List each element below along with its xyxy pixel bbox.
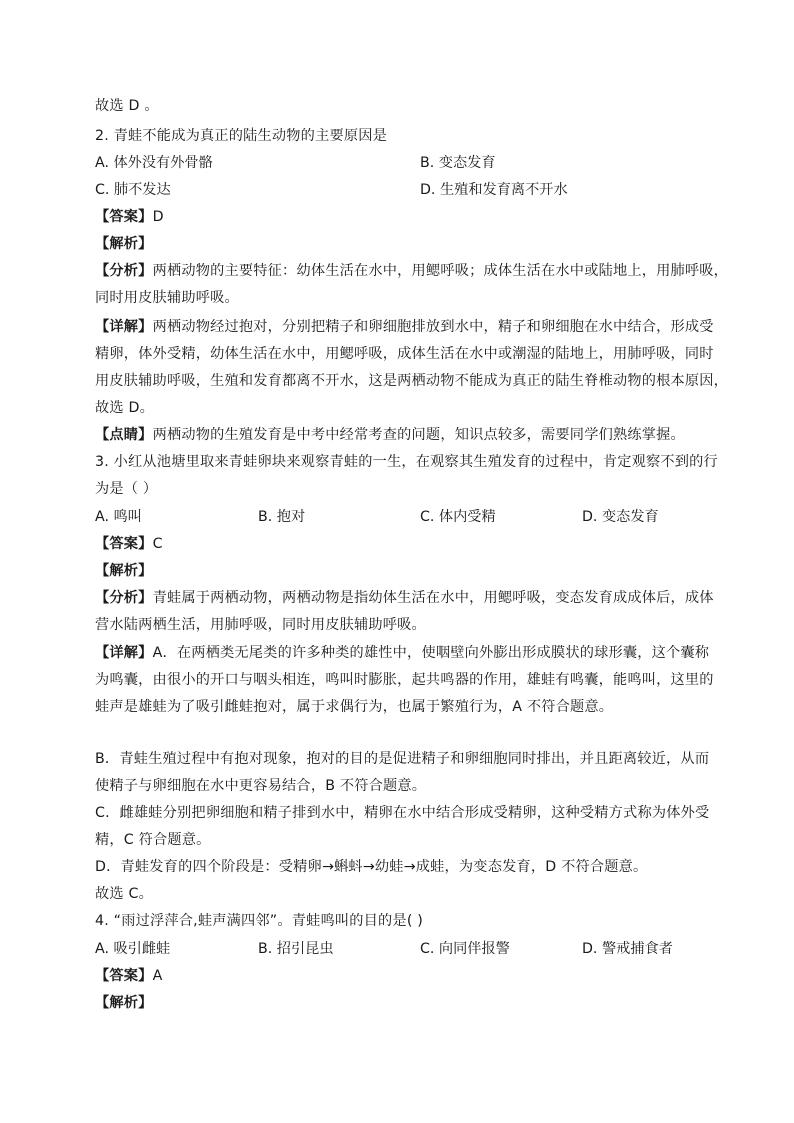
dianjing-tag: 【点睛】 <box>95 427 153 443</box>
q3-option-a: A. 鸣叫 <box>95 509 142 525</box>
q2-analysis-heading: 【解析】 <box>95 236 153 252</box>
previous-answer-conclusion: 故选 D 。 <box>95 98 159 114</box>
q2-option-d: D. 生殖和发育离不开水 <box>420 182 568 198</box>
q4-option-c: C. 向同伴报警 <box>420 941 510 957</box>
q3-stem-cont: 为是（ ） <box>95 481 158 497</box>
answer-value: D <box>152 209 164 225</box>
q3-option-c-explanation: C．雌雄蛙分别把卵细胞和精子排到水中，精卵在水中结合形成受精卵，这种受精方式称为体外受 <box>95 805 710 821</box>
q3-fenxi: 【分析】青蛙属于两栖动物，两栖动物是指幼体生活在水中，用鳃呼吸，变态发育成成体后，成体 <box>95 590 714 606</box>
xiangjie-tag: 【详解】 <box>95 319 153 335</box>
q4-stem: 4. “雨过浮萍合,蛙声满四邻”。青蛙鸣叫的目的是( ) <box>95 913 423 929</box>
q3-option-c: C. 体内受精 <box>420 509 496 525</box>
q2-fenxi: 【分析】两栖动物的主要特征：幼体生活在水中，用鳃呼吸；成体生活在水中或陆地上，用肺呼吸， <box>95 263 729 279</box>
q2-option-a: A. 体外没有外骨骼 <box>95 155 213 171</box>
q4-option-d: D. 警戒捕食者 <box>582 941 673 957</box>
q2-xiangjie-cont-3: 故选 D。 <box>95 400 154 416</box>
q3-fenxi-cont: 营水陆两栖生活，用肺呼吸，同时用皮肤辅助呼吸。 <box>95 617 426 633</box>
q2-answer <box>95 208 164 226</box>
q3-option-b-explanation: B．青蛙生殖过程中有抱对现象，抱对的目的是促进精子和卵细胞同时排出，并且距离较近，从而 <box>95 751 710 767</box>
q2-xiangjie: 【详解】两栖动物经过抱对，分别把精子和卵细胞排放到水中，精子和卵细胞在水中结合，形成受 <box>95 319 714 335</box>
q3-option-d: D. 变态发育 <box>582 509 659 525</box>
q4-answer: 【答案】A <box>95 968 163 984</box>
q3-option-d-explanation: D．青蛙发育的四个阶段是：受精卵→蝌蚪→幼蛙→成蛙，为变态发育，D 不符合题意。 <box>95 859 648 875</box>
q3-answer: 【答案】C <box>95 536 163 552</box>
q2-xiangjie-cont-1: 精卵，体外受精，幼体生活在水中，用鳃呼吸，成体生活在水中或潮湿的陆地上，用肺呼吸，同时 <box>95 346 714 362</box>
q4-analysis-heading: 【解析】 <box>95 995 153 1011</box>
q3-option-c-explanation-cont: 精，C 符合题意。 <box>95 832 211 848</box>
q2-stem: 2. 青蛙不能成为真正的陆生动物的主要原因是 <box>95 128 388 144</box>
q3-option-b: B. 抱对 <box>258 509 306 525</box>
q2-option-c: C. 肺不发达 <box>95 182 171 198</box>
q3-option-b-explanation-cont: 使精子与卵细胞在水中更容易结合，B 不符合题意。 <box>95 778 427 794</box>
q2-dianjing: 【点睛】两栖动物的生殖发育是中考中经常考查的问题，知识点较多，需要同学们熟练掌握。 <box>95 427 685 443</box>
q2-option-b: B. 变态发育 <box>420 155 496 171</box>
q2-fenxi-cont: 同时用皮肤辅助呼吸。 <box>95 290 239 306</box>
q3-analysis-heading: 【解析】 <box>95 563 153 579</box>
q3-conclusion: 故选 C。 <box>95 886 153 902</box>
q3-xiangjie-cont-2: 蛙声是雄蛙为了吸引雌蛙抱对，属于求偶行为，也属于繁殖行为，A 不符合题意。 <box>95 699 614 715</box>
q3-xiangjie: 【详解】A．在两栖类无尾类的许多种类的雄性中，使咽壁向外膨出形成膜状的球形囊，这个囊称 <box>95 645 710 661</box>
q3-stem: 3. 小红从池塘里取来青蛙卵块来观察青蛙的一生，在观察其生殖发育的过程中，肯定观察不到的行 <box>95 454 718 470</box>
q4-option-b: B. 招引昆虫 <box>258 941 334 957</box>
q4-option-a: A. 吸引雌蛙 <box>95 941 171 957</box>
answer-tag: 【答案】 <box>95 209 153 225</box>
q3-xiangjie-cont-1: 为鸣囊，由很小的开口与咽头相连，鸣叫时膨胀，起共鸣器的作用，雄蛙有鸣囊，能鸣叫，这里的 <box>95 672 714 688</box>
fenxi-tag: 【分析】 <box>95 263 153 279</box>
q2-xiangjie-cont-2: 用皮肤辅助呼吸，生殖和发育都离不开水，这是两栖动物不能成为真正的陆生脊椎动物的根本原因， <box>95 373 729 389</box>
